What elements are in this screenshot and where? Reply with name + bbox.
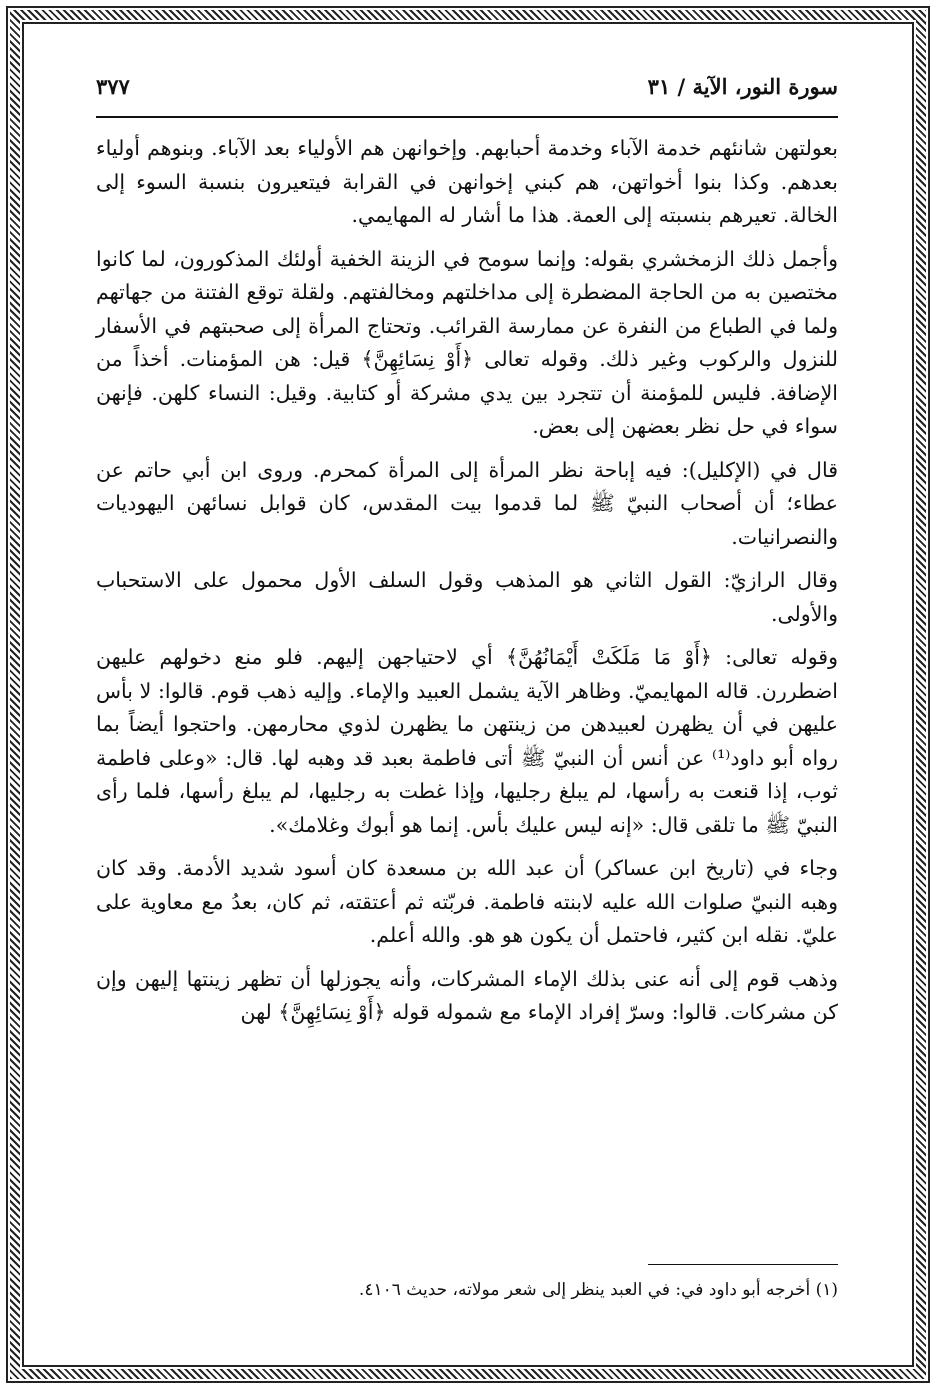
- footnote-rule: [648, 1264, 838, 1265]
- page-number: ٣٧٧: [96, 74, 130, 99]
- footnote-1: (١) أخرجه أبو داود في: في العبد ينظر إلى شعر مولاته، حديث ٤١٠٦.: [358, 1280, 838, 1300]
- paragraph-1: بعولتهن شانئهم خدمة الآباء وخدمة أحبابهم. وإخوانهن هم الأولياء بعد الآباء. وبنوهم أولياء بعدهم. وكذا بنوا أخواتهن، هم كبني إخوانهن في القرابة فيتعيرون بنسبة السوء إلى الخالة. تعيرهم بنسبته إلى العمة. هذا ما أشار له المهايمي.: [96, 136, 838, 227]
- footnotes: [96, 1264, 838, 1303]
- running-head: [96, 74, 838, 106]
- header-rule: [96, 116, 838, 118]
- surah-title: سورة النور، الآية / ٣١: [647, 74, 838, 99]
- paragraph-2: وأجمل ذلك الزمخشري بقوله: وإنما سومح في الزينة الخفية أولئك المذكورون، لما كانوا مختصين به من الحاجة المضطرة إلى مداخلتهم ومخالفتهم. ولقلة توقع الفتنة من جهاتهم ولما في الطباع من النفرة عن ممارسة القرائب. وتحتاج المرأة إلى صحبتهم في الأسفار للنزول والركوب وغير ذلك. وقوله تعالى ﴿أَوْ نِسَائِهِنَّ﴾ قيل: هن المؤمنات. أخذاً من الإضافة. فليس للمؤمنة أن تتجرد بين يدي مشركة أو كتابية. وقيل: النساء كلهن. فإنهن سواء في حل نظر بعضهن إلى بعض.: [96, 246, 838, 438]
- paragraph-3: قال في (الإكليل): فيه إباحة نظر المرأة إلى المرأة كمحرم. وروى ابن أبي حاتم عن عطاء؛ أن أصحاب النبيّ ﷺ لما قدموا بيت المقدس، كان قوابل نسائهن اليهوديات والنصرانيات.: [96, 457, 838, 549]
- paragraph-7: وذهب قوم إلى أنه عنى بذلك الإماء المشركات، وأنه يجوزلها أن تظهر زينتها إليهن وإن كن مشركات. قالوا: وسرّ إفراد الإماء مع شموله قوله ﴿أَوْ نِسَائِهِنَّ﴾ لهن: [96, 966, 838, 1024]
- page-body: [96, 74, 838, 1040]
- paragraph-4: وقال الرازيّ: القول الثاني هو المذهب وقول السلف الأول محمول على الاستحباب والأولى.: [96, 568, 838, 626]
- paragraph-6: وجاء في (تاريخ ابن عساكر) أن عبد الله بن مسعدة كان أسود شديد الأدمة. وقد كان وهبه النبيّ صلوات الله عليه لابنته فاطمة. فربّته ثم أعتقته، ثم كان، بعدُ مع معاوية على عليّ. نقله ابن كثير، فاحتمل أن يكون هو هو. والله أعلم.: [96, 856, 838, 947]
- paragraph-5: وقوله تعالى: ﴿أَوْ مَا مَلَكَتْ أَيْمَانُهُنَّ﴾ أي لاحتياجهن إليهم. فلو منع دخولهم عليهن اضطررن. قاله المهايميّ. وظاهر الآية يشمل العبيد والإماء. وإليه ذهب قوم. قالوا: لا بأس عليهن في أن يظهرن لعبيدهن من زينتهن ما يظهرن لذوي محارمهن. واحتجوا أيضاً بما رواه أبو داود⁽¹⁾ عن أنس أن النبيّ ﷺ أتى فاطمة بعبد قد وهبه لها. قال: «وعلى فاطمة ثوب، إذا قنعت به رأسها، لم يبلغ رجليها، وإذا غطت به رجليها، لم يبلغ رأسها، فلما رأى النبيّ ﷺ ما تلقى قال: «إنه ليس عليك بأس. إنما هو أبوك وغلامك».: [96, 645, 838, 837]
